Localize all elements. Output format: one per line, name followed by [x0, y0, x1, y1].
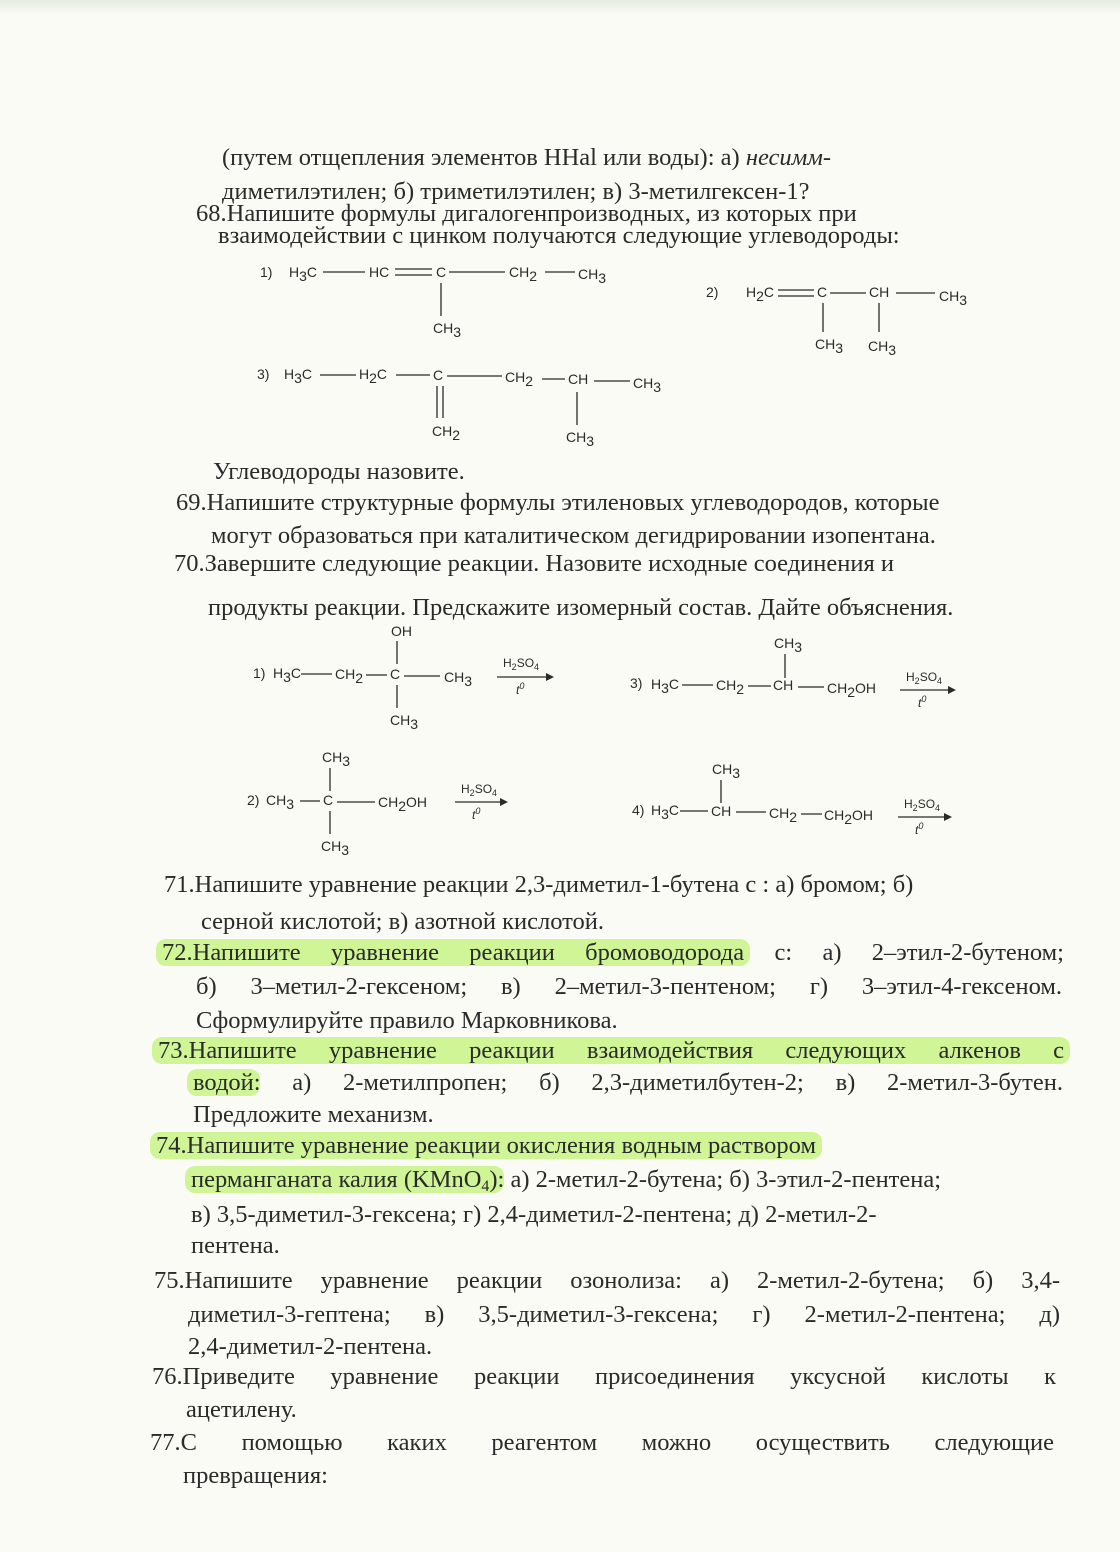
svg-text:H2C: H2C: [359, 366, 388, 386]
question-75-line-1: 75.Напишите уравнение реакции озонолиза: а) 2-метил-2-бутена; б) 3,4-: [154, 1267, 1060, 1294]
svg-text:H3C: H3C: [273, 665, 302, 685]
reaction-70-1: [253, 623, 554, 732]
question-74-line-2: перманганата калия (KMnO$_4$): а) 2-метил-2-бутена; б) 3-этил-2-пентена;: [191, 1165, 941, 1195]
svg-text:CH3: CH3: [633, 375, 662, 395]
question-73-line-2: водой: а) 2-метилпропен; б) 2,3-диметилбутен-2; в) 2-метил-3-бутен.: [193, 1068, 1063, 1098]
question-71-line-2: серной кислотой; в) азотной кислотой.: [201, 908, 605, 935]
question-72-line-3: Сформулируйте правило Марковникова.: [196, 1007, 618, 1034]
svg-text:t0: $t^0$: [915, 821, 924, 837]
svg-text:1): 1): [253, 665, 266, 681]
svg-text:CH2: CH2: [505, 369, 534, 389]
question-69-line-1: 69.Напишите структурные формулы этиленовых углеводородов, которые: [176, 489, 940, 516]
question-68-line-2: взаимодействии с цинком получаются следующие углеводороды:: [218, 222, 900, 249]
svg-text:H2SO4: $H_2SO_4$: [503, 656, 540, 672]
reaction-70-2: [247, 749, 508, 858]
svg-text:C: C: [436, 264, 447, 280]
svg-text:H3C: H3C: [284, 366, 313, 386]
svg-text:CH3: CH3: [868, 338, 897, 358]
svg-text:CH2: CH2: [716, 677, 745, 697]
svg-text:CH2OH: CH2OH: [378, 794, 428, 814]
svg-text:C: C: [390, 666, 401, 682]
svg-text:CH3: CH3: [433, 320, 462, 340]
svg-text:H2SO4: $H_2SO_4$: [461, 782, 498, 798]
svg-text:C: C: [433, 367, 444, 383]
question-74-line-3: в) 3,5-диметил-3-гексена; г) 2,4-диметил-2-пентена; д) 2-метил-2-: [191, 1201, 877, 1228]
svg-text:3): 3): [630, 675, 643, 691]
svg-text:CH2: CH2: [335, 666, 364, 686]
svg-text:HC: HC: [369, 264, 390, 280]
question-77-line-1: 77.С помощью каких реагентом можно осуществить следующие: [150, 1429, 1054, 1456]
svg-text:CH3: CH3: [712, 761, 741, 781]
question-74-line-4: пентена.: [191, 1232, 280, 1259]
structure-68-3: [257, 366, 661, 449]
question-68-line-1: 68.Напишите формулы дигалогенпроизводных, из которых при: [196, 200, 857, 227]
svg-text:H3C: H3C: [289, 264, 318, 284]
svg-text:CH3: CH3: [321, 838, 350, 858]
svg-text:4): 4): [632, 802, 645, 818]
svg-text:CH: CH: [773, 677, 794, 693]
question-68-tail: Углеводороды назовите.: [213, 458, 465, 485]
svg-text:t0: $t^0$: [516, 681, 525, 697]
structure-68-2: [706, 284, 967, 358]
svg-text:H2SO4: $H_2SO_4$: [906, 670, 943, 686]
question-75-line-2: диметил-3-гептена; в) 3,5-диметил-3-гексена; г) 2-метил-2-пентена; д): [188, 1301, 1060, 1328]
svg-text:CH3: CH3: [815, 336, 844, 356]
svg-text:CH3: CH3: [774, 635, 803, 655]
svg-text:CH: CH: [568, 371, 589, 387]
svg-text:CH3: CH3: [578, 266, 607, 286]
structure-68-1: [260, 264, 606, 340]
question-70-line-2: продукты реакции. Предскажите изомерный состав. Дайте объяснения.: [208, 594, 954, 621]
svg-text:3): 3): [257, 366, 270, 382]
svg-text:C: C: [817, 284, 828, 300]
question-76-line-2: ацетилену.: [186, 1396, 297, 1423]
svg-text:t0: $t^0$: [918, 694, 927, 710]
svg-text:CH3: CH3: [444, 669, 473, 689]
reaction-70-3: [630, 635, 956, 710]
svg-text:CH2OH: CH2OH: [827, 680, 877, 700]
svg-text:CH3: CH3: [266, 792, 295, 812]
svg-text:H2C: H2C: [746, 284, 775, 304]
question-72-line-1: 72.Напишите уравнение реакции бромоводорода с: а) 2–этил-2-бутеном;: [162, 938, 1064, 968]
question-75-line-3: 2,4-диметил-2-пентена.: [188, 1333, 433, 1360]
svg-text:C: C: [323, 792, 334, 808]
question-73-line-3: Предложите механизм.: [193, 1101, 434, 1128]
svg-text:CH2: CH2: [509, 264, 538, 284]
svg-text:CH3: CH3: [566, 429, 595, 449]
question-76-line-1: 76.Приведите уравнение реакции присоединения уксусной кислоты к: [152, 1363, 1056, 1390]
question-74-line-1: 74.Напишите уравнение реакции окисления водным раствором: [156, 1131, 816, 1161]
question-69-line-2: могут образоваться при каталитическом дегидрировании изопентана.: [211, 522, 936, 549]
svg-text:H2SO4: $H_2SO_4$: [904, 797, 941, 813]
svg-text:CH2: CH2: [769, 805, 798, 825]
svg-text:2): 2): [247, 792, 260, 808]
svg-text:t0: $t^0$: [472, 806, 481, 822]
svg-text:OH: OH: [391, 623, 412, 639]
question-72-line-2: б) 3–метил-2-гексеном; в) 2–метил-3-пентеном; г) 3–этил-4-гексеном.: [196, 973, 1062, 1000]
intro-line-2: диметилэтилен; б) триметилэтилен; в) 3-метилгексен-1?: [222, 178, 810, 205]
svg-text:CH: CH: [711, 803, 732, 819]
question-73-line-1: 73.Напишите уравнение реакции взаимодействия следующих алкенов с: [158, 1036, 1064, 1066]
svg-text:2): 2): [706, 284, 719, 300]
svg-text:1): 1): [260, 264, 273, 280]
question-77-line-2: превращения:: [183, 1462, 328, 1489]
svg-text:CH: CH: [869, 284, 890, 300]
question-71-line-1: 71.Напишите уравнение реакции 2,3-диметил-1-бутена с : а) бромом; б): [164, 871, 914, 898]
svg-text:CH2OH: CH2OH: [824, 807, 874, 827]
svg-text:H3C: H3C: [651, 802, 680, 822]
svg-text:CH3: CH3: [390, 712, 419, 732]
intro-line-1: (путем отщепления элементов HHal или воды): а) несимм-: [222, 144, 832, 171]
svg-text:CH3: CH3: [939, 288, 968, 308]
question-70-line-1: 70.Завершите следующие реакции. Назовите исходные соединения и: [174, 550, 894, 577]
svg-text:CH2: CH2: [432, 423, 461, 443]
svg-text:CH3: CH3: [322, 749, 351, 769]
reaction-70-4: [632, 761, 952, 837]
svg-text:H3C: H3C: [651, 676, 680, 696]
